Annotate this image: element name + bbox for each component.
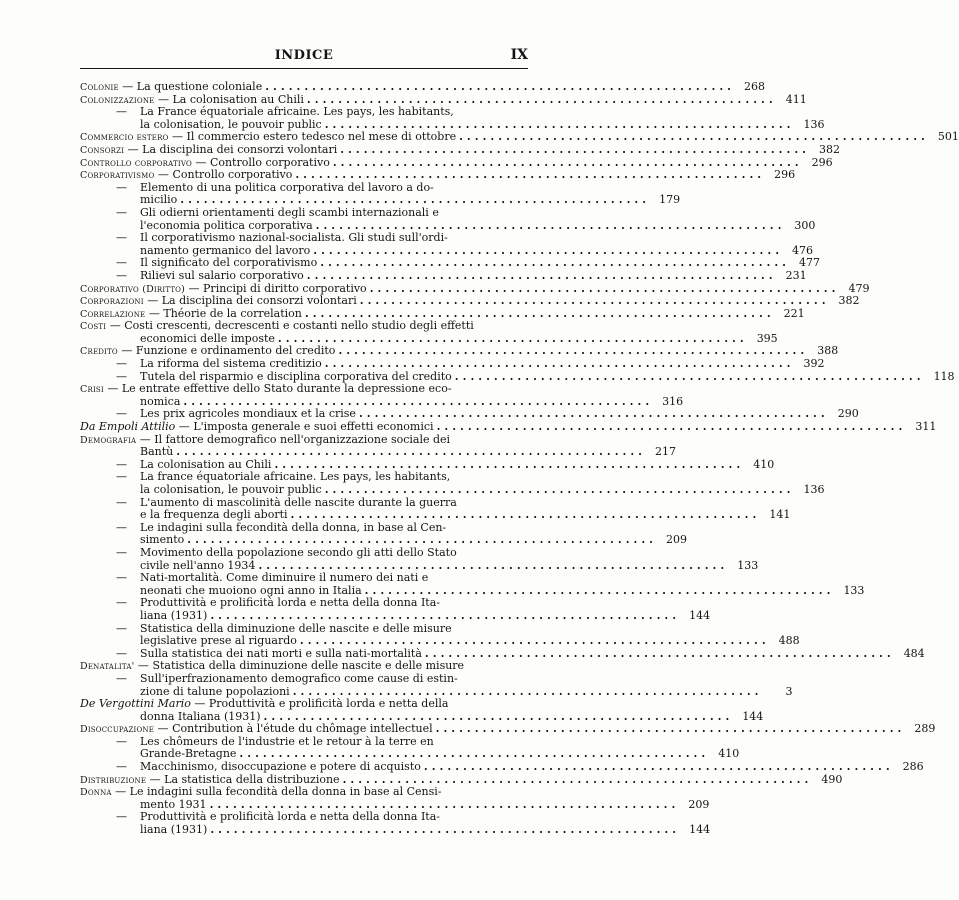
entry-title: Statistica della diminuzione delle nascite e delle misure: [152, 659, 465, 673]
entry-title: Il fattore demografico nell'organizzazione sociale dei: [154, 432, 451, 446]
separator: —: [154, 168, 173, 182]
page-ref: 268: [743, 80, 765, 93]
index-entry: [80, 785, 710, 811]
subject-keyword: Commercio estero: [80, 132, 169, 144]
index-entry: [80, 319, 778, 345]
leader-dots: ............................................................: [290, 508, 761, 522]
page-ref: 477: [799, 256, 821, 270]
continuation-dash: —: [116, 357, 127, 371]
index-entry: [80, 545, 759, 572]
page-ref: 179: [659, 193, 681, 207]
subject-keyword: Corporativo (Diritto): [80, 283, 186, 295]
page-ref: 136: [803, 117, 825, 131]
leader-dots: ............................................................: [183, 394, 654, 408]
index-entry: [80, 180, 681, 207]
separator: —: [146, 772, 165, 786]
separator: —: [154, 92, 173, 106]
subject-keyword: Distribuzione: [80, 774, 147, 786]
index-entry: [80, 495, 791, 522]
page-ref: 231: [785, 268, 807, 282]
leader-dots: ............................................................: [209, 797, 680, 811]
separator: —: [145, 306, 164, 320]
separator: —: [103, 382, 122, 396]
subject-keyword: Demografia: [80, 434, 137, 446]
page-ref: 411: [785, 92, 807, 106]
subject-keyword: Donna: [80, 787, 112, 799]
page-ref: 388: [817, 344, 839, 358]
leader-dots: ............................................................: [369, 281, 840, 295]
leader-dots: ............................................................: [359, 294, 830, 308]
entry-title: simento: [140, 533, 185, 547]
page-ref: 382: [838, 294, 860, 308]
leader-dots: ............................................................: [332, 155, 803, 169]
entry-title: Le entrate effettive dello Stato durante la depressione eco-: [121, 382, 452, 396]
page-ref: 290: [837, 407, 859, 421]
separator: —: [154, 722, 173, 736]
page-ref: 296: [774, 168, 796, 182]
leader-dots: ............................................................: [435, 722, 906, 736]
entry-title: Principi di diritto corporativo: [203, 281, 367, 295]
subject-keyword: Corporazioni: [80, 296, 144, 308]
leader-dots: ............................................................: [324, 357, 795, 371]
entry-title: Costi crescenti, decrescenti e costanti nello studio degli effetti: [124, 319, 474, 333]
entry-title: Statistica della diminuzione delle nascite e delle misure: [140, 621, 452, 635]
subject-keyword: Denatalita': [80, 661, 135, 673]
leader-dots: ............................................................: [320, 256, 791, 270]
entry-title: Tutela del risparmio e disciplina corporativa del credito: [140, 369, 452, 383]
leader-dots: ............................................................: [258, 558, 729, 572]
page-ref: 144: [689, 608, 711, 622]
separator: —: [143, 294, 162, 308]
index-entry: [80, 470, 825, 496]
page-ref: 490: [821, 772, 843, 786]
entry-title: Il significato del corporativismo: [140, 256, 318, 270]
separator: —: [136, 432, 155, 446]
leader-dots: ............................................................: [239, 747, 710, 761]
page-ref: 133: [737, 558, 759, 572]
leader-dots: ............................................................: [295, 168, 766, 182]
leader-dots: ............................................................: [436, 420, 907, 434]
entry-title: Macchinismo, disoccupazione e potere di acquisto: [140, 760, 421, 774]
page-ref: 133: [843, 583, 865, 597]
leader-dots: ............................................................: [340, 142, 810, 156]
page-ref: 144: [689, 823, 711, 837]
leader-dots: ............................................................: [265, 80, 735, 93]
leader-dots: ............................................................: [292, 684, 763, 698]
continuation-dash: —: [116, 671, 127, 685]
entry-title: la colonisation, le pouvoir public: [140, 117, 322, 131]
index-entry: [80, 697, 764, 723]
index-entry: [80, 105, 825, 131]
entry-title: Sull'iperfrazionamento demografico come cause di estin-: [140, 671, 458, 685]
leader-dots: ............................................................: [338, 344, 809, 358]
entry-title: La france équatoriale africaine. Les pays, les habitants,: [140, 470, 451, 484]
entry-title: Funzione e ordinamento del credito: [135, 344, 336, 358]
leader-dots: ............................................................: [210, 608, 681, 622]
continuation-dash: —: [116, 268, 127, 282]
index-entry: [80, 80, 765, 94]
continuation-dash: —: [116, 596, 127, 610]
separator: —: [117, 344, 136, 358]
page-ref: 136: [803, 483, 825, 496]
entry-title: Le indagini sulla fecondità della donna in base al Censi-: [129, 785, 442, 799]
entry-title: Produttività e prolificità lorda e netta della: [208, 697, 449, 711]
entry-title: Les chômeurs de l'industrie et le retour à la terre en: [140, 734, 434, 748]
entry-title: nomica: [140, 394, 181, 408]
author-name: Da Empoli Attilio: [80, 420, 176, 434]
entry-title: Il corporativismo nazional-socialista. Gli studi sull'ordi-: [140, 231, 448, 245]
continuation-dash: —: [116, 810, 127, 824]
entry-title: Contribution à l'étude du chômage intellectuel: [172, 722, 433, 736]
page-ref: 209: [666, 533, 688, 547]
entry-title: Bantù: [140, 445, 174, 459]
separator: —: [111, 785, 130, 799]
page-ref: 221: [783, 306, 805, 320]
leader-dots: [467, 660, 498, 673]
separator: —: [185, 281, 204, 295]
entry-title: L'imposta generale e suoi effetti economici: [193, 420, 434, 434]
continuation-dash: —: [116, 646, 127, 660]
continuation-dash: —: [116, 495, 127, 509]
index-entry: [80, 596, 711, 622]
entry-title: La disciplina dei consorzi volontari: [161, 294, 357, 308]
entry-title: Gli odierni orientamenti degli scambi internazionali e: [140, 205, 439, 219]
continuation-dash: —: [116, 205, 127, 219]
separator: —: [190, 697, 209, 711]
entry-title: Nati-mortalità. Come diminuire il numero dei nati e: [140, 571, 429, 585]
entry-title: La riforma del sistema creditizio: [140, 357, 322, 371]
entry-title: La statistica della distribuzione: [164, 772, 340, 786]
index-entry: [80, 432, 677, 459]
leader-dots: ............................................................: [210, 823, 681, 837]
separator: —: [124, 142, 143, 156]
entry-title: zione di talune popolazioni: [140, 684, 290, 698]
index-entry: [80, 231, 814, 257]
entry-title: donna Italiana (1931): [140, 709, 261, 723]
page-ref: 382: [819, 142, 840, 156]
index-entry: [80, 621, 800, 648]
continuation-dash: —: [116, 621, 127, 635]
page-ref: 410: [753, 457, 775, 471]
page-number: IX: [510, 47, 528, 63]
page-ref: 144: [742, 709, 764, 723]
index-entry: [80, 382, 684, 408]
entry-line: [80, 80, 765, 94]
page-header: [80, 46, 528, 69]
index-entry: [80, 810, 711, 837]
page-ref: 392: [803, 357, 825, 371]
page-ref: 501: [937, 130, 959, 144]
entry-title: civile nell'anno 1934: [140, 558, 256, 572]
entry-title: micilio: [140, 193, 178, 207]
entry-title: La questione coloniale: [136, 80, 263, 93]
page-ref: 217: [655, 445, 677, 459]
leader-dots: ............................................................: [306, 268, 777, 282]
subject-keyword: Disoccupazione: [80, 724, 155, 736]
page-ref: 289: [914, 722, 936, 736]
continuation-dash: —: [116, 470, 127, 484]
separator: —: [106, 319, 125, 333]
subject-keyword: Costi: [80, 321, 107, 333]
separator: —: [191, 155, 210, 169]
subject-keyword: Credito: [80, 346, 118, 358]
index-entry: [80, 571, 865, 597]
leader-dots: ............................................................: [358, 407, 829, 421]
entry-title: e la frequenza degli aborti: [140, 508, 288, 522]
entry-title: liana (1931): [140, 608, 208, 622]
leader-dots: ............................................................: [277, 331, 748, 345]
entry-title: Controllo corporativo: [209, 155, 330, 169]
leader-dots: ............................................................: [315, 218, 786, 232]
entry-title: Les prix agricoles mondiaux et la crise: [140, 407, 356, 421]
subject-keyword: Controllo corporativo: [80, 157, 192, 169]
leader-dots: ............................................................: [313, 243, 784, 257]
leader-dots: ............................................................: [304, 306, 775, 320]
leader-dots: ............................................................: [176, 445, 647, 459]
entry-title: neonati che muoiono ogni anno in Italia: [140, 583, 362, 597]
continuation-dash: —: [116, 369, 127, 383]
page-ref: 209: [688, 797, 710, 811]
page-ref: 3: [785, 684, 793, 698]
page-ref: 479: [848, 281, 870, 295]
index-entry: [80, 671, 793, 698]
entry-line: [80, 823, 711, 837]
entry-title: Il commercio estero tedesco nel mese di ottobre: [186, 130, 457, 144]
continuation-dash: —: [116, 231, 127, 245]
page-ref: 300: [794, 218, 816, 232]
leader-dots: ............................................................: [342, 772, 813, 786]
page-ref: 118: [933, 369, 955, 383]
continuation-dash: —: [116, 760, 127, 774]
leader-dots: ............................................................: [423, 760, 894, 774]
page-ref: 395: [756, 331, 778, 345]
entry-title: Théorie de la correlation: [163, 306, 302, 320]
continuation-dash: —: [116, 457, 127, 471]
entry-title: La France équatoriale africaine. Les pays, les habitants,: [140, 105, 454, 119]
continuation-dash: —: [116, 571, 127, 585]
leader-dots: ............................................................: [324, 117, 795, 131]
index-entry: [80, 734, 740, 761]
entry-title: Movimento della popolazione secondo gli atti dello Stato: [140, 545, 457, 559]
leader-dots: ............................................................: [454, 369, 925, 383]
leader-dots: ............................................................: [324, 483, 795, 496]
continuation-dash: —: [116, 407, 127, 421]
page-ref: 286: [902, 760, 924, 774]
entry-title: mento 1931: [140, 797, 207, 811]
entry-title: Le indagini sulla fecondità della donna, in base al Cen-: [140, 520, 447, 534]
index-list: [80, 80, 959, 837]
leader-dots: ............................................................: [187, 533, 658, 547]
entry-title: La colonisation au Chili: [172, 92, 304, 106]
entry-title: namento germanico del lavoro: [140, 243, 311, 257]
entry-title: La colonisation au Chili: [140, 457, 272, 471]
page-ref: 141: [769, 508, 791, 522]
separator: —: [175, 420, 194, 434]
leader-dots: ............................................................: [424, 646, 895, 660]
entry-title: liana (1931): [140, 823, 208, 837]
entry-title: Elemento di una politica corporativa del lavoro a do-: [140, 180, 434, 194]
subject-keyword: Colonie: [80, 82, 119, 93]
entry-title: Sulla statistica dei nati morti e sulla nati-mortalità: [140, 646, 422, 660]
leader-dots: ............................................................: [306, 92, 777, 106]
separator: —: [118, 80, 137, 93]
entry-title: la colonisation, le pouvoir public: [140, 483, 322, 496]
leader-dots: ............................................................: [263, 709, 734, 723]
author-name: De Vergottini Mario: [80, 697, 191, 711]
page-ref: 316: [662, 394, 684, 408]
subject-keyword: Crisi: [80, 384, 104, 396]
continuation-dash: —: [116, 256, 127, 270]
page-ref: 311: [915, 420, 937, 434]
entry-title: Grande-Bretagne: [140, 747, 237, 761]
continuation-dash: —: [116, 180, 127, 194]
running-title: INDICE: [274, 48, 334, 63]
subject-keyword: Consorzi: [80, 144, 125, 156]
subject-keyword: Corporativismo: [80, 170, 155, 182]
continuation-dash: —: [116, 520, 127, 534]
page-ref: 476: [792, 243, 814, 257]
subject-keyword: Correlazione: [80, 308, 146, 320]
subject-keyword: Colonizzazione: [80, 94, 155, 106]
page-ref: 296: [811, 155, 833, 169]
page-ref: [498, 660, 528, 673]
entry-title: legislative prese al riguardo: [140, 634, 297, 648]
page-ref: 484: [903, 646, 925, 660]
index-entry: [80, 520, 688, 547]
page-ref: 410: [718, 747, 740, 761]
continuation-dash: —: [116, 545, 127, 559]
separator: —: [134, 659, 153, 673]
entry-title: Produttività e prolificità lorda e netta della donna Ita-: [140, 810, 440, 824]
page-ref: 488: [778, 634, 800, 648]
continuation-dash: —: [116, 734, 127, 748]
leader-dots: ............................................................: [364, 583, 835, 597]
entry-title: Produttività e prolificità lorda e netta della donna Ita-: [140, 596, 440, 610]
entry-title: Controllo corporativo: [172, 168, 293, 182]
index-entry: [80, 205, 816, 232]
entry-title: l'economia politica corporativa: [140, 218, 313, 232]
leader-dots: ............................................................: [180, 193, 651, 207]
separator: —: [168, 130, 187, 144]
entry-title: Rilievi sul salario corporativo: [140, 268, 304, 282]
leader-dots: ............................................................: [459, 130, 929, 144]
leader-dots: ............................................................: [299, 634, 770, 648]
continuation-dash: —: [116, 105, 127, 119]
entry-title: L'aumento di mascolinità delle nascite durante la guerra: [140, 495, 457, 509]
entry-title: economici delle imposte: [140, 331, 275, 345]
leader-dots: ............................................................: [274, 457, 745, 471]
entry-title: La disciplina dei consorzi volontari: [142, 142, 338, 156]
